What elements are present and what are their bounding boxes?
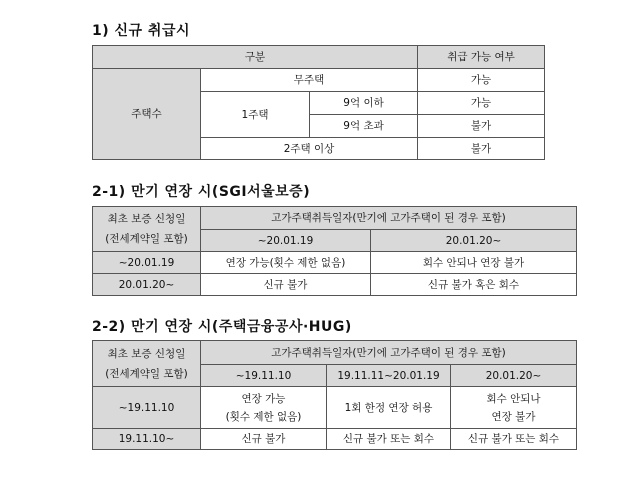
row-label: 20.01.20~ (93, 274, 201, 296)
row-label: ~19.11.10 (93, 387, 201, 429)
header-first-guarantee-line2: (전세계약일 포함) (105, 233, 188, 245)
value-no-house: 가능 (418, 69, 545, 92)
header-col-a: ~20.01.19 (201, 230, 371, 252)
cell-line2: 연장 불가 (491, 410, 536, 423)
cell-line1: 회수 안되나 (486, 392, 541, 405)
section2-title: 2-1) 만기 연장 시(SGI서울보증) (92, 184, 311, 200)
header-first-guarantee-line1: 최초 보증 신청일 (107, 213, 186, 225)
header-acquisition-date: 고가주택취득일자(만기에 고가주택이 된 경우 포함) (201, 341, 577, 365)
header-acquisition-date: 고가주택취득일자(만기에 고가주택이 된 경우 포함) (201, 207, 577, 230)
row-label-two-house: 2주택 이상 (201, 138, 418, 160)
section3-title: 2-2) 만기 연장 시(주택금융공사·HUG) (92, 319, 352, 335)
header-first-guarantee-date (93, 207, 201, 252)
row-group-house-count: 주택수 (93, 69, 201, 160)
row-label-no-house: 무주택 (201, 69, 418, 92)
cell: 신규 불가 또는 회수 (451, 429, 577, 450)
cell: 1회 한정 연장 허용 (327, 387, 451, 429)
hug-extension-table (92, 340, 577, 450)
cell: 회수 안되나 연장 불가 (371, 252, 577, 274)
cell-line2: (횟수 제한 없음) (225, 410, 302, 423)
header-col-a: ~19.11.10 (201, 365, 327, 387)
cell-line1: 연장 가능 (241, 392, 286, 405)
header-category: 구분 (93, 46, 418, 69)
cell: 신규 불가 (201, 429, 327, 450)
row-label-under-9: 9억 이하 (310, 92, 418, 115)
cell (451, 387, 577, 429)
row-label-one-house: 1주택 (201, 92, 310, 138)
header-first-guarantee-line2: (전세계약일 포함) (105, 367, 188, 380)
sgi-extension-table (92, 206, 577, 296)
header-first-guarantee-line1: 최초 보증 신청일 (107, 347, 186, 360)
section1-title: 1) 신규 취급시 (92, 23, 191, 39)
header-col-b: 20.01.20~ (371, 230, 577, 252)
value-over-9: 불가 (418, 115, 545, 138)
value-two-house: 불가 (418, 138, 545, 160)
cell: 신규 불가 또는 회수 (327, 429, 451, 450)
new-loan-table (92, 45, 545, 160)
row-label: ~20.01.19 (93, 252, 201, 274)
header-col-b: 19.11.11~20.01.19 (327, 365, 451, 387)
header-col-c: 20.01.20~ (451, 365, 577, 387)
cell: 연장 가능(횟수 제한 없음) (201, 252, 371, 274)
cell: 신규 불가 (201, 274, 371, 296)
row-label-over-9: 9억 초과 (310, 115, 418, 138)
header-availability: 취급 가능 여부 (418, 46, 545, 69)
header-first-guarantee-date (93, 341, 201, 387)
cell (201, 387, 327, 429)
row-label: 19.11.10~ (93, 429, 201, 450)
cell: 신규 불가 혹은 회수 (371, 274, 577, 296)
value-under-9: 가능 (418, 92, 545, 115)
